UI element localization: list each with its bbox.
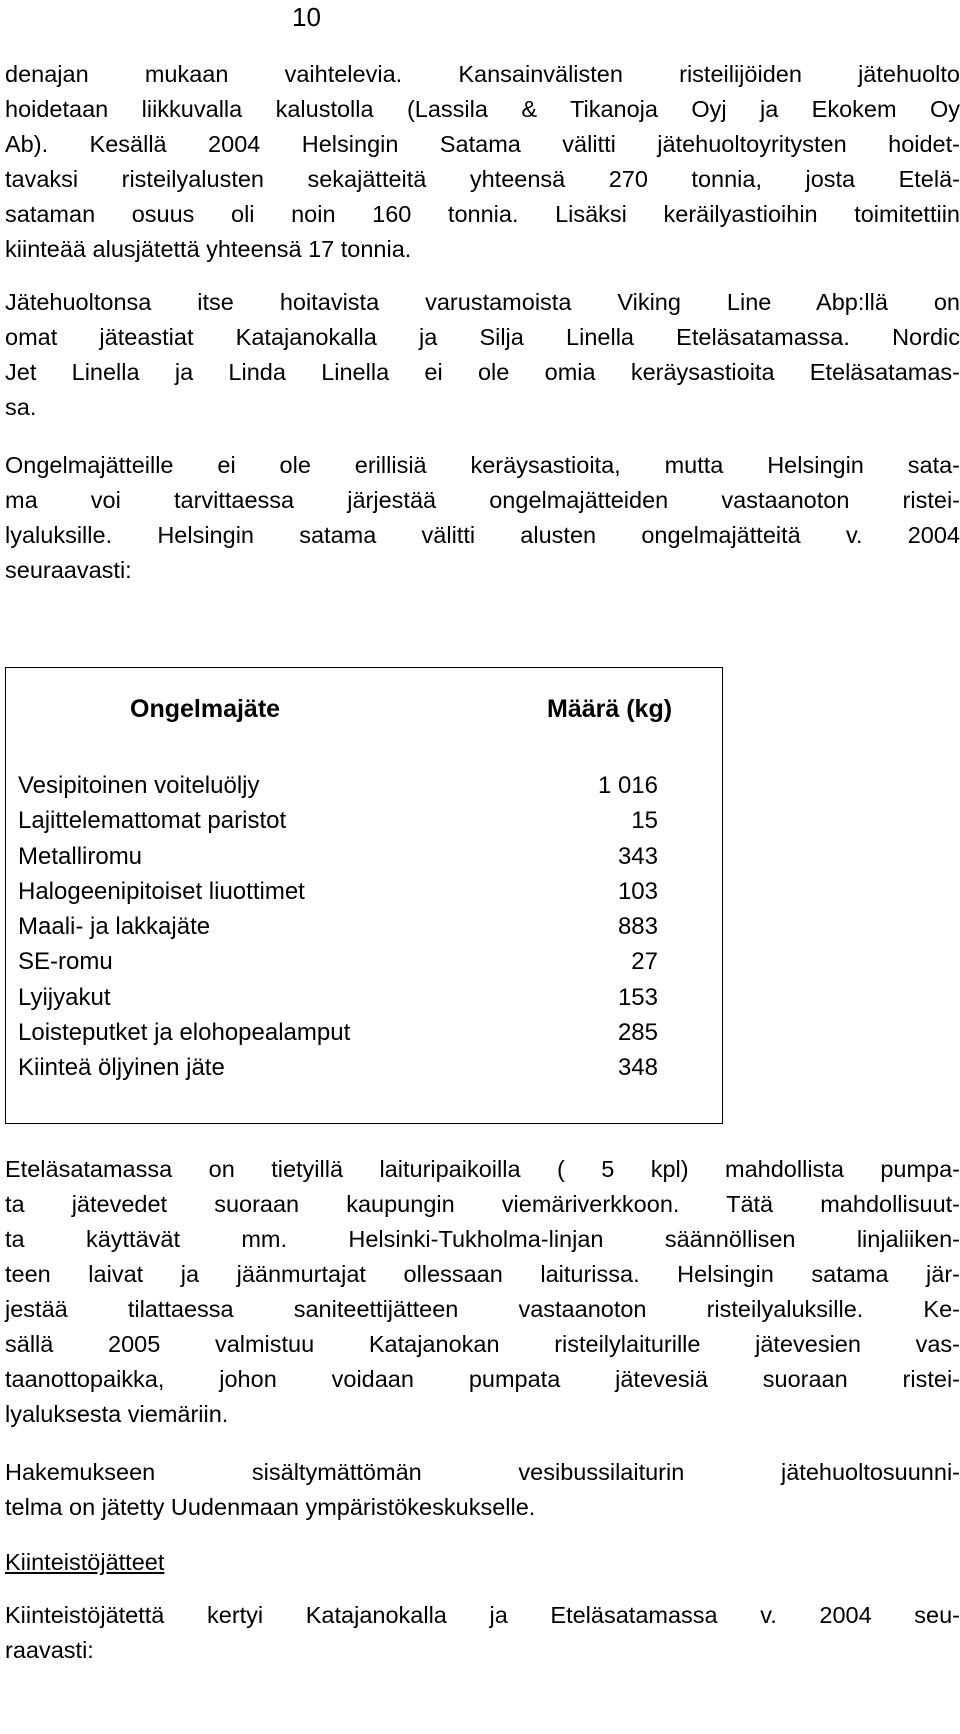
waste-name: Loisteputket ja elohopealamput xyxy=(18,1019,351,1047)
waste-amount: 1 016 xyxy=(597,772,658,799)
text-line: Hakemukseen sisältymättömän vesibussilaiturin jätehuoltosuunni- xyxy=(5,1459,960,1485)
column-header-waste: Ongelmajäte xyxy=(130,695,281,723)
paragraph-6 xyxy=(5,1598,960,1668)
table-row xyxy=(18,1015,718,1050)
text-line: telma on jätetty Uudenmaan ympäristökeskukselle. xyxy=(5,1494,536,1520)
text-line: Jätehuoltonsa itse hoitavista varustamoista Viking Line Abp:llä on xyxy=(5,289,960,315)
table-row xyxy=(18,839,718,874)
waste-name: Halogeenipitoiset liuottimet xyxy=(18,877,305,905)
text-line: taanottopaikka, johon voidaan pumpata jätevesiä suoraan ristei- xyxy=(5,1366,960,1392)
paragraph-2 xyxy=(5,285,960,425)
text-line: denajan mukaan vaihtelevia. Kansainvälisten risteilijöiden jätehuolto xyxy=(5,61,960,87)
waste-amount: 27 xyxy=(631,948,658,976)
heading-text: Kiinteistöjätteet xyxy=(5,1549,165,1575)
waste-name: Lajittelemattomat paristot xyxy=(18,807,287,835)
text-line: tavaksi risteilyalusten sekajätteitä yhteensä 270 tonnia, josta Etelä- xyxy=(5,166,960,192)
text-line: ta jätevedet suoraan kaupungin viemäriverkkoon. Tätä mahdollisuut- xyxy=(5,1191,960,1217)
text-line: kiinteää alusjätettä yhteensä 17 tonnia. xyxy=(5,236,412,262)
waste-name: SE-romu xyxy=(18,948,113,976)
waste-amount: 285 xyxy=(617,1019,658,1047)
text-line: hoidetaan liikkuvalla kalustolla (Lassila & Tikanoja Oyj ja Ekokem Oy xyxy=(5,96,960,122)
column-header-amount: Määrä (kg) xyxy=(547,695,673,723)
table-row xyxy=(18,874,718,909)
section-heading xyxy=(5,1545,960,1580)
table-row xyxy=(18,1050,718,1085)
text-line: Jet Linella ja Linda Linella ei ole omia keräysastioita Eteläsatamas- xyxy=(5,359,960,385)
text-line: seuraavasti: xyxy=(5,557,132,583)
paragraph-3 xyxy=(5,448,960,588)
text-line: ma voi tarvittaessa järjestää ongelmajätteiden vastaanoton ristei- xyxy=(5,487,960,513)
paragraph-1 xyxy=(5,57,960,267)
text-line: Ab). Kesällä 2004 Helsingin Satama välitti jätehuoltoyritysten hoidet- xyxy=(5,131,960,157)
waste-name: Vesipitoinen voiteluöljy xyxy=(18,772,260,799)
table-row xyxy=(18,803,718,838)
text-line: raavasti: xyxy=(5,1637,94,1663)
text-line: lyaluksille. Helsingin satama välitti alusten ongelmajätteitä v. 2004 xyxy=(5,522,960,548)
text-line: Ongelmajätteille ei ole erillisiä keräysastioita, mutta Helsingin sata- xyxy=(5,452,960,478)
text-line: lyaluksesta viemäriin. xyxy=(5,1401,229,1427)
waste-name: Lyijyakut xyxy=(18,983,111,1011)
text-line: ta käyttävät mm. Helsinki-Tukholma-linjan säännöllisen linjaliiken- xyxy=(5,1226,960,1252)
waste-amount: 153 xyxy=(617,983,658,1011)
text-line: sataman osuus oli noin 160 tonnia. Lisäksi keräilyastioihin toimitettiin xyxy=(5,201,960,227)
text-line: sällä 2005 valmistuu Katajanokan risteilylaiturille jätevesien vas- xyxy=(5,1331,960,1357)
waste-name: Kiinteä öljyinen jäte xyxy=(18,1054,225,1082)
waste-name: Maali- ja lakkajäte xyxy=(18,913,211,941)
table-body xyxy=(18,768,718,1086)
paragraph-5 xyxy=(5,1455,960,1525)
table-row xyxy=(18,944,718,979)
text-line: jestää tilattaessa saniteettijätteen vastaanoton risteilyaluksille. Ke- xyxy=(5,1296,960,1322)
text-line: Eteläsatamassa on tietyillä laituripaikoilla ( 5 kpl) mahdollista pumpa- xyxy=(5,1156,960,1182)
text-line: omat jäteastiat Katajanokalla ja Silja Linella Eteläsatamassa. Nordic xyxy=(5,324,960,350)
page-number: 10 xyxy=(292,2,321,32)
hazardous-waste-table xyxy=(5,667,723,1124)
waste-amount: 343 xyxy=(617,842,658,870)
table-row xyxy=(18,768,718,803)
waste-amount: 15 xyxy=(631,807,658,835)
table-row xyxy=(18,980,718,1015)
text-line: sa. xyxy=(5,394,37,420)
waste-name: Metalliromu xyxy=(18,842,143,870)
waste-amount: 883 xyxy=(617,913,658,941)
waste-amount: 348 xyxy=(617,1054,658,1082)
waste-amount: 103 xyxy=(617,877,658,905)
paragraph-4 xyxy=(5,1152,960,1432)
text-line: Kiinteistöjätettä kertyi Katajanokalla ja Eteläsatamassa v. 2004 seu- xyxy=(5,1602,960,1628)
table-row xyxy=(18,909,718,944)
text-line: teen laivat ja jäänmurtajat ollessaan laiturissa. Helsingin satama jär- xyxy=(5,1261,960,1287)
